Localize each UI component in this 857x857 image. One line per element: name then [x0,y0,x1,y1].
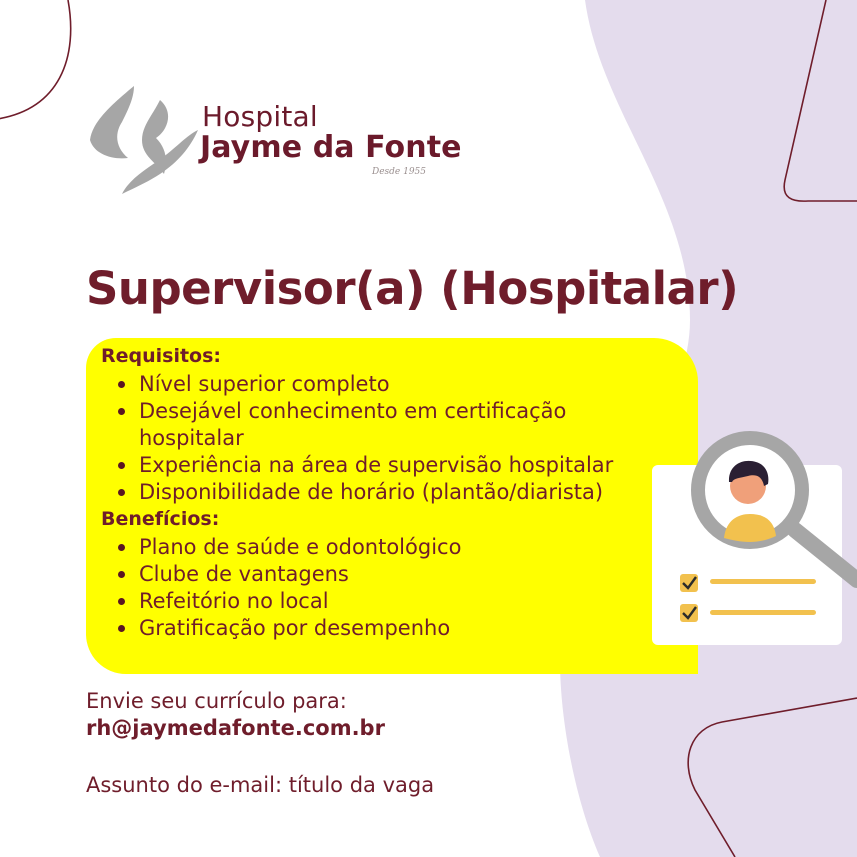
corner-curve-top-left [0,0,71,120]
list-item: Refeitório no local [114,588,674,615]
email-subject-note: Assunto do e-mail: título da vaga [86,773,435,797]
logo-mark-icon [82,82,200,200]
contact-label: Envie seu currículo para: [86,689,347,713]
benefits-list [114,534,674,642]
logo-since: Desde 1955 [372,167,427,177]
hospital-logo [82,82,462,202]
benefits-heading: Benefícios: [101,508,220,530]
logo-text-name: Jayme da Fonte [200,130,462,165]
job-title: Supervisor(a) (Hospitalar) [86,262,739,315]
checklist-line [710,579,816,584]
checklist-line [710,610,816,615]
list-item: Desejável conhecimento em certificação hospitalar [114,398,609,452]
list-item: Plano de saúde e odontológico [114,534,674,561]
list-item: Experiência na área de supervisão hospitalar [114,452,674,479]
requirements-heading: Requisitos: [101,345,222,367]
list-item: Gratificação por desempenho [114,615,674,642]
job-search-illustration-icon [640,420,857,660]
list-item: Clube de vantagens [114,561,674,588]
contact-email: rh@jaymedafonte.com.br [86,716,385,740]
list-item: Nível superior completo [114,371,674,398]
logo-text-hospital: Hospital [202,100,318,133]
list-item: Disponibilidade de horário (plantão/diarista) [114,479,674,506]
requirements-list [114,371,674,506]
